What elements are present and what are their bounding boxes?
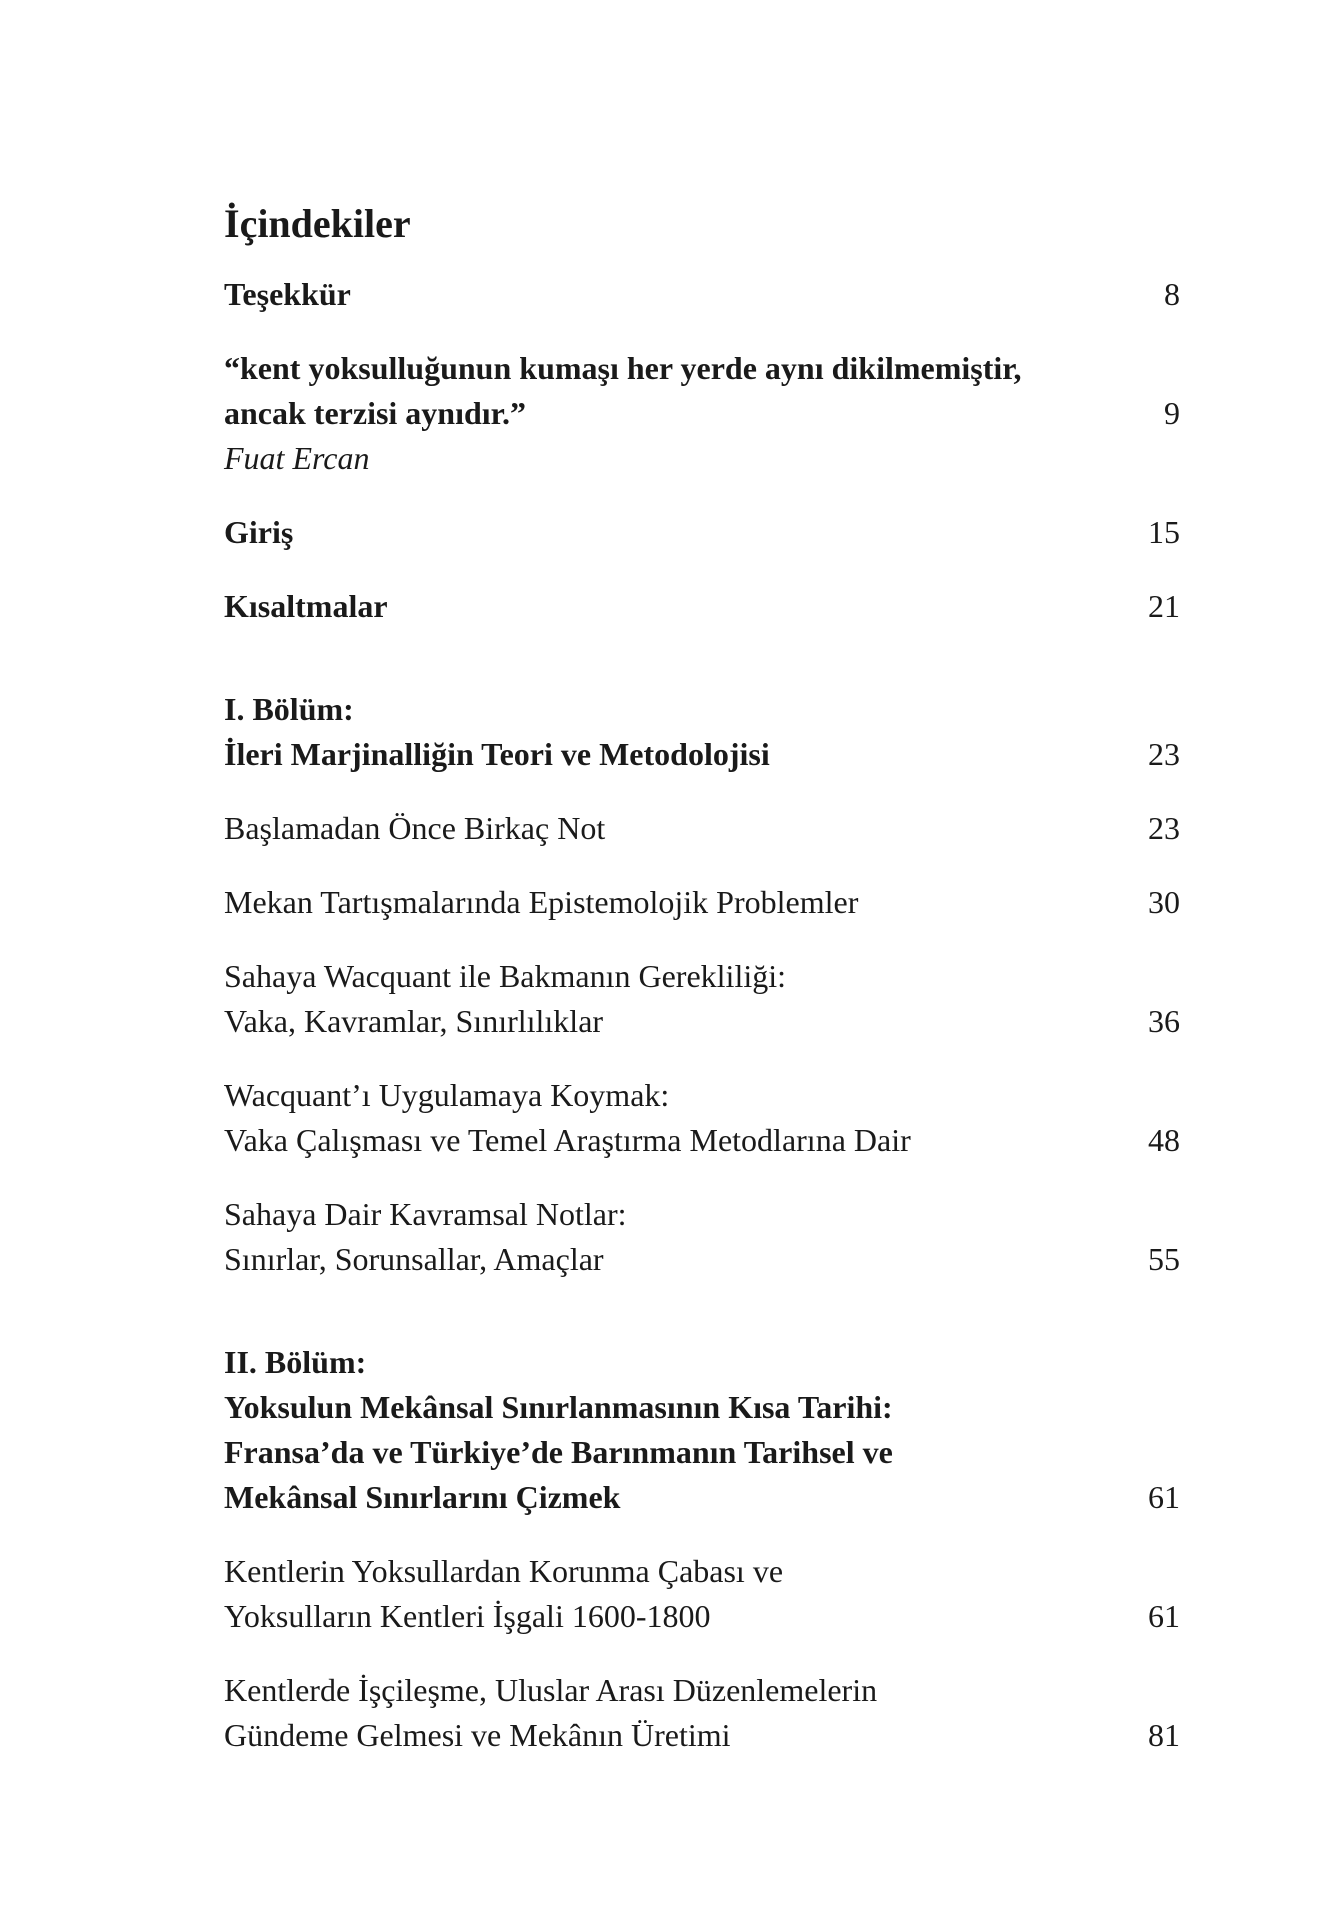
entry-title-line: Yoksulların Kentleri İşgali 1600-1800	[224, 1598, 711, 1634]
part-label: I. Bölüm:	[224, 691, 354, 727]
entry-title-line: Sahaya Wacquant ile Bakmanın Gerekliliği:	[224, 958, 786, 994]
toc-entry-introduction[interactable]	[224, 510, 1180, 555]
entry-title: Giriş	[224, 514, 294, 550]
entry-title-line: Sahaya Dair Kavramsal Notlar:	[224, 1196, 627, 1232]
page-number: 23	[1148, 736, 1180, 772]
entry-title-line: Yoksulun Mekânsal Sınırlanmasının Kısa Tarihi:	[224, 1389, 893, 1425]
entry-title-line: ancak terzisi aynıdır.”	[224, 395, 526, 431]
toc-entry[interactable]	[224, 880, 1180, 925]
part-label: II. Bölüm:	[224, 1344, 367, 1380]
toc-entry[interactable]	[224, 1073, 1180, 1163]
toc-entry[interactable]	[224, 954, 1180, 1044]
entry-title: Kısaltmalar	[224, 588, 388, 624]
page-number: 9	[1164, 395, 1180, 431]
table-of-contents	[224, 196, 1180, 1758]
page-number: 23	[1148, 810, 1180, 846]
page-number: 36	[1148, 1003, 1180, 1039]
entry-title-line: Kentlerde İşçileşme, Uluslar Arası Düzenlemelerin	[224, 1672, 878, 1708]
page-number: 48	[1148, 1122, 1180, 1158]
page-number: 61	[1148, 1479, 1180, 1515]
page-number: 61	[1148, 1598, 1180, 1634]
page-number: 8	[1164, 276, 1180, 312]
entry-title: Teşekkür	[224, 276, 351, 312]
entry-title-line: Wacquant’ı Uygulamaya Koymak:	[224, 1077, 670, 1113]
toc-entry-acknowledgements[interactable]	[224, 272, 1180, 317]
entry-author: Fuat Ercan	[224, 440, 370, 476]
page-number: 15	[1148, 514, 1180, 550]
page-number: 81	[1148, 1717, 1180, 1753]
entry-title: Mekan Tartışmalarında Epistemolojik Problemler	[224, 884, 859, 920]
toc-entry-part-2[interactable]	[224, 1340, 1180, 1520]
toc-entry[interactable]	[224, 1549, 1180, 1639]
page-number: 21	[1148, 588, 1180, 624]
toc-entry-part-1[interactable]	[224, 687, 1180, 777]
entry-title-line: Gündeme Gelmesi ve Mekânın Üretimi	[224, 1717, 731, 1753]
toc-entry[interactable]	[224, 806, 1180, 851]
entry-title-line: Kentlerin Yoksullardan Korunma Çabası ve	[224, 1553, 784, 1589]
toc-title: İçindekiler	[224, 201, 411, 246]
entry-title-line: Vaka, Kavramlar, Sınırlılıklar	[224, 1003, 604, 1039]
page-number: 30	[1148, 884, 1180, 920]
entry-title: İleri Marjinalliğin Teori ve Metodolojisi	[224, 736, 770, 772]
entry-title-line: Mekânsal Sınırlarını Çizmek	[224, 1479, 621, 1515]
toc-entry[interactable]	[224, 1192, 1180, 1282]
page-number: 55	[1148, 1241, 1180, 1277]
toc-entry-abbreviations[interactable]	[224, 584, 1180, 629]
entry-title-line: “kent yoksulluğunun kumaşı her yerde aynı dikilmemiştir,	[224, 350, 1022, 386]
entry-title: Başlamadan Önce Birkaç Not	[224, 810, 606, 846]
entry-title-line: Vaka Çalışması ve Temel Araştırma Metodlarına Dair	[224, 1122, 911, 1158]
entry-title-line: Sınırlar, Sorunsallar, Amaçlar	[224, 1241, 604, 1277]
toc-entry[interactable]	[224, 1668, 1180, 1758]
toc-entry-foreword[interactable]	[224, 346, 1180, 481]
entry-title-line: Fransa’da ve Türkiye’de Barınmanın Tarihsel ve	[224, 1434, 893, 1470]
